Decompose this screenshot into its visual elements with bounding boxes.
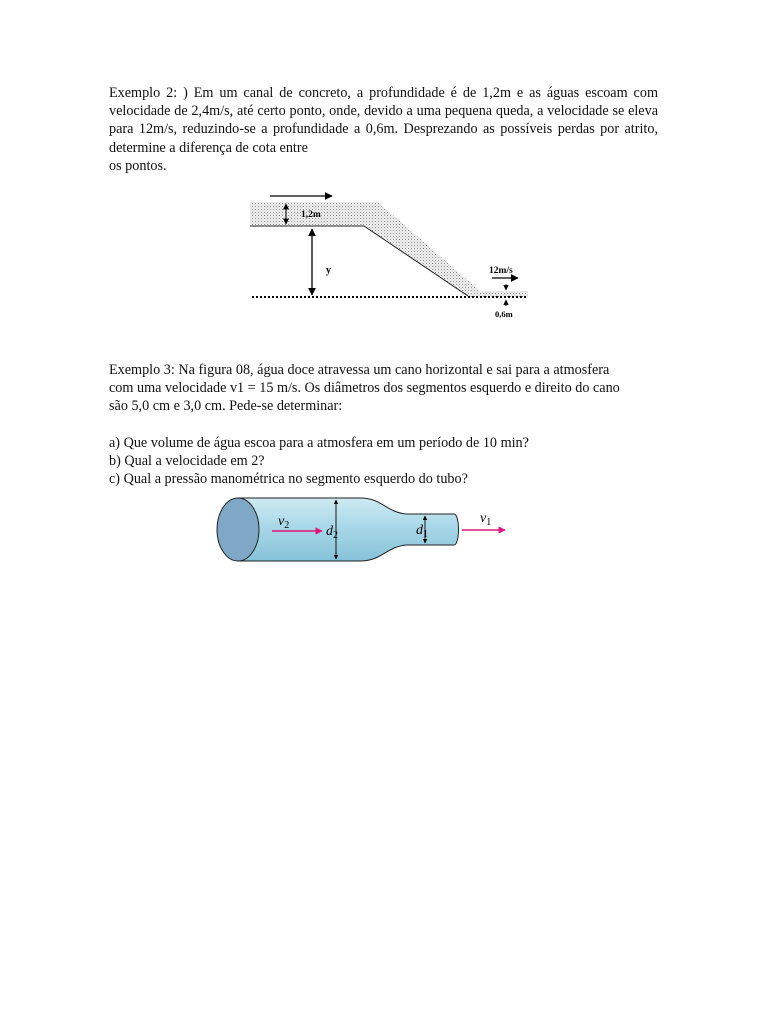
depth-upstream-label: 1,2m — [301, 210, 321, 220]
question-c: c) Qual a pressão manométrica no segmento esquerdo do tubo? — [109, 471, 468, 487]
pipe-left-end — [217, 498, 259, 561]
water-region — [250, 202, 528, 297]
v2-label: $v_2$ — [278, 514, 290, 531]
question-b: b) Qual a velocidade em 2? — [109, 453, 265, 469]
channel-drop-figure — [240, 185, 540, 325]
example-2-end: os pontos. — [109, 157, 167, 174]
example-3-line-1: Exemplo 3: Na figura 08, água doce atravessa um cano horizontal e sai para a atmosfera — [109, 362, 610, 378]
example-3-line-2: com uma velocidade v1 = 15 m/s. Os diâmetros dos segmentos esquerdo e direito do cano — [109, 380, 620, 396]
depth-downstream-label: 0,6m — [495, 309, 513, 319]
pipe-figure — [210, 492, 520, 572]
v1-label: $v_1$ — [480, 511, 492, 528]
question-a: a) Que volume de água escoa para a atmosfera em um período de 10 min? — [109, 435, 529, 451]
example-2-text — [109, 84, 658, 175]
d1-label: $d_1$ — [416, 523, 428, 540]
velocity-label: 12m/s — [489, 266, 513, 276]
example-3-line-3: são 5,0 cm e 3,0 cm. Pede-se determinar: — [109, 398, 343, 414]
height-label: y — [326, 265, 331, 276]
example-2-body: Exemplo 2: ) Em um canal de concreto, a profundidade é de 1,2m e as águas escoam com velocidade de 2,4m/s, até certo ponto, onde, devido a uma pequena queda, a velocidade se eleva para 12m/s, reduzindo-se a profundidade a 0,6m. Desprezando as possíveis perdas por atrito, determine a diferença de cota entre — [109, 85, 658, 156]
d2-label: $d_2$ — [326, 524, 338, 541]
